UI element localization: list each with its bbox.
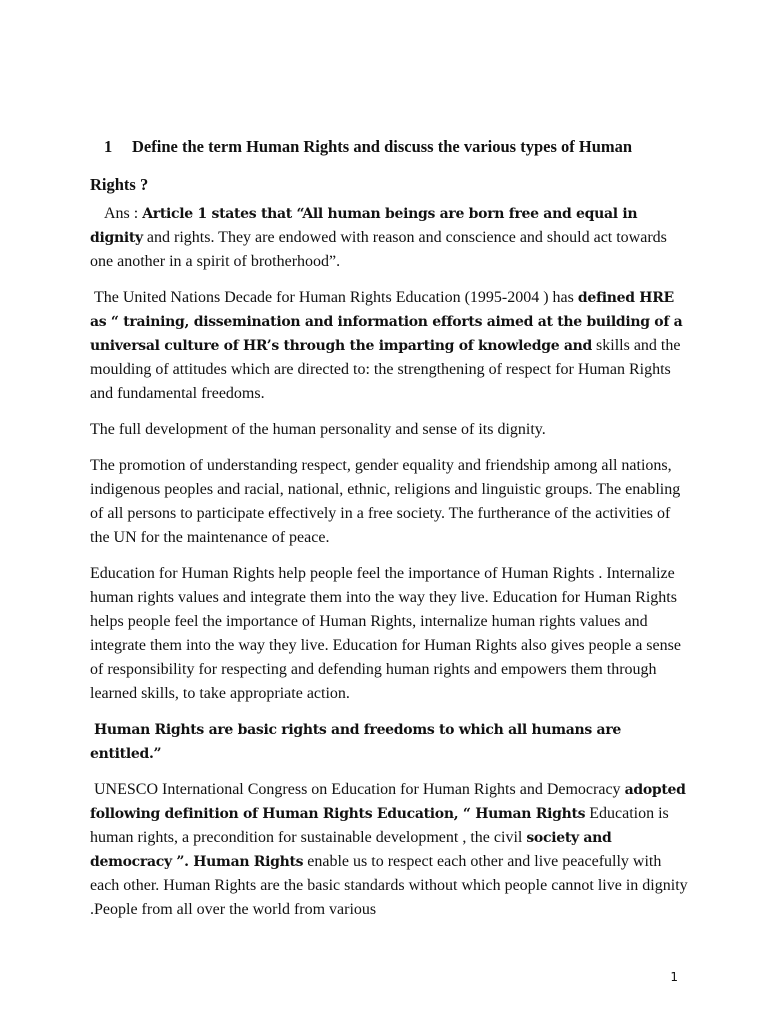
unesco-d: society and democracy ”. Human Rights [90, 830, 612, 870]
unesco-e: enable us to respect each other and live peacefully with each other. Human Rights are the basic standards without which people cannot live in dignity .People from all over the world from various [90, 853, 688, 918]
question-line-1 [90, 128, 690, 166]
article-1-rest: and rights. They are endowed with reason and conscience and should act towards one another in a spirit of brotherhood”. [90, 229, 667, 270]
ans-label: Ans : [104, 205, 143, 222]
unesco-b: adopted following definition of Human Rights Education, “ Human Rights [90, 782, 686, 822]
paragraph-unesco [90, 778, 690, 922]
paragraph-article-1 [90, 202, 690, 274]
paragraph-basic-rights [90, 718, 690, 766]
unesco-c: Education is human rights, a precondition for sustainable development , the civil [90, 805, 669, 846]
paragraph-un-decade [90, 286, 690, 406]
un-decade-bold: defined HRE as “ training, dissemination and information efforts aimed at the building of a universal culture of HR’s through the imparting of knowledge and [90, 290, 683, 354]
question-number: 1 [104, 137, 113, 156]
paragraph-full-development: The full development of the human personality and sense of its dignity. [90, 421, 546, 438]
basic-rights-bold: Human Rights are basic rights and freedoms to which all humans are entitled.” [90, 722, 622, 762]
paragraph-promotion: The promotion of understanding respect, gender equality and friendship among all nations, indigenous peoples and racial, national, ethnic, religions and linguistic groups. The enabling of all persons to participate effectively in a free society. The furtherance of the activities of the UN for the maintenance of peace. [90, 457, 681, 546]
unesco-a: UNESCO International Congress on Education for Human Rights and Democracy [94, 781, 625, 798]
article-1-bold: Article 1 states that “All human beings are born free and equal in dignity [90, 206, 638, 246]
answer-body [90, 202, 690, 934]
un-decade-rest: skills and the moulding of attitudes which are directed to: the strengthening of respect for Human Rights and fundamental freedoms. [90, 337, 681, 402]
paragraph-education: Education for Human Rights help people feel the importance of Human Rights . Internalize human rights values and integrate them into the way they live. Education for Human Rights helps people feel the importance of Human Rights, internalize human rights values and integrate them into the way they live. Education for Human Rights also gives people a sense of responsibility for respecting and defending human rights and empowers them through learned skills, to take appropriate action. [90, 565, 681, 702]
page-number: 1 [670, 970, 678, 984]
un-decade-lead: The United Nations Decade for Human Rights Education (1995-2004 ) has [94, 289, 578, 306]
question-text-1: Define the term Human Rights and discuss the various types of Human [132, 137, 633, 156]
question-line-2: Rights ? [90, 175, 149, 194]
question-heading [90, 128, 690, 204]
